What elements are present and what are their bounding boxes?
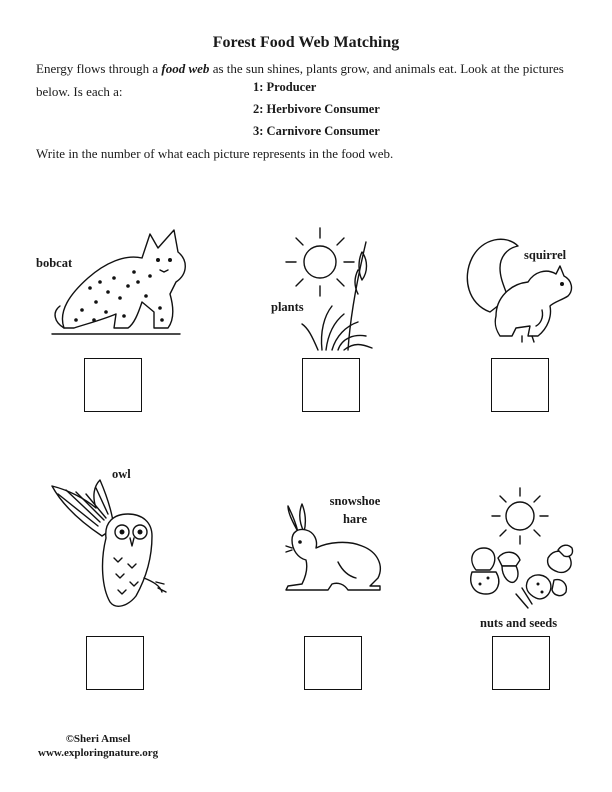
intro-emphasis: food web: [161, 61, 210, 76]
snowshoe-hare-label-line1: snowshoe: [329, 494, 381, 508]
intro-text-end: as the sun shines, plants grow, and animals eat. Look at the pictures below. Is each a:: [36, 61, 564, 99]
squirrel-label: squirrel: [524, 248, 567, 262]
credit-website[interactable]: www.exploringnature.org: [38, 747, 159, 759]
sun-and-grass-icon: [262, 224, 392, 354]
option-producer: 1: Producer: [253, 80, 317, 94]
instruction-text: Write in the number of what each picture represents in the food web.: [36, 146, 394, 161]
owl-icon: [44, 478, 174, 618]
bobcat-icon: [50, 216, 200, 336]
page-title: Forest Food Web Matching: [212, 34, 400, 51]
copyright-credit: [38, 732, 158, 760]
snowshoe-hare-label-line2: hare: [342, 512, 368, 526]
snowshoe-hare-label: [326, 492, 384, 528]
nuts-and-seeds-label: nuts and seeds: [480, 616, 558, 630]
intro-text-start: Energy flows through a: [36, 61, 162, 76]
credit-author: ©Sheri Amsel: [65, 733, 131, 745]
plants-label: plants: [271, 300, 304, 314]
option-herbivore: 2: Herbivore Consumer: [253, 102, 380, 116]
hare-answer-box[interactable]: [304, 636, 362, 690]
plants-answer-box[interactable]: [302, 358, 360, 412]
owl-answer-box[interactable]: [86, 636, 144, 690]
squirrel-answer-box[interactable]: [491, 358, 549, 412]
bobcat-label: bobcat: [36, 256, 73, 270]
bobcat-answer-box[interactable]: [84, 358, 142, 412]
option-carnivore: 3: Carnivore Consumer: [253, 124, 380, 138]
owl-label: owl: [112, 467, 131, 481]
nuts-answer-box[interactable]: [492, 636, 550, 690]
sun-and-nuts-icon: [458, 484, 578, 616]
